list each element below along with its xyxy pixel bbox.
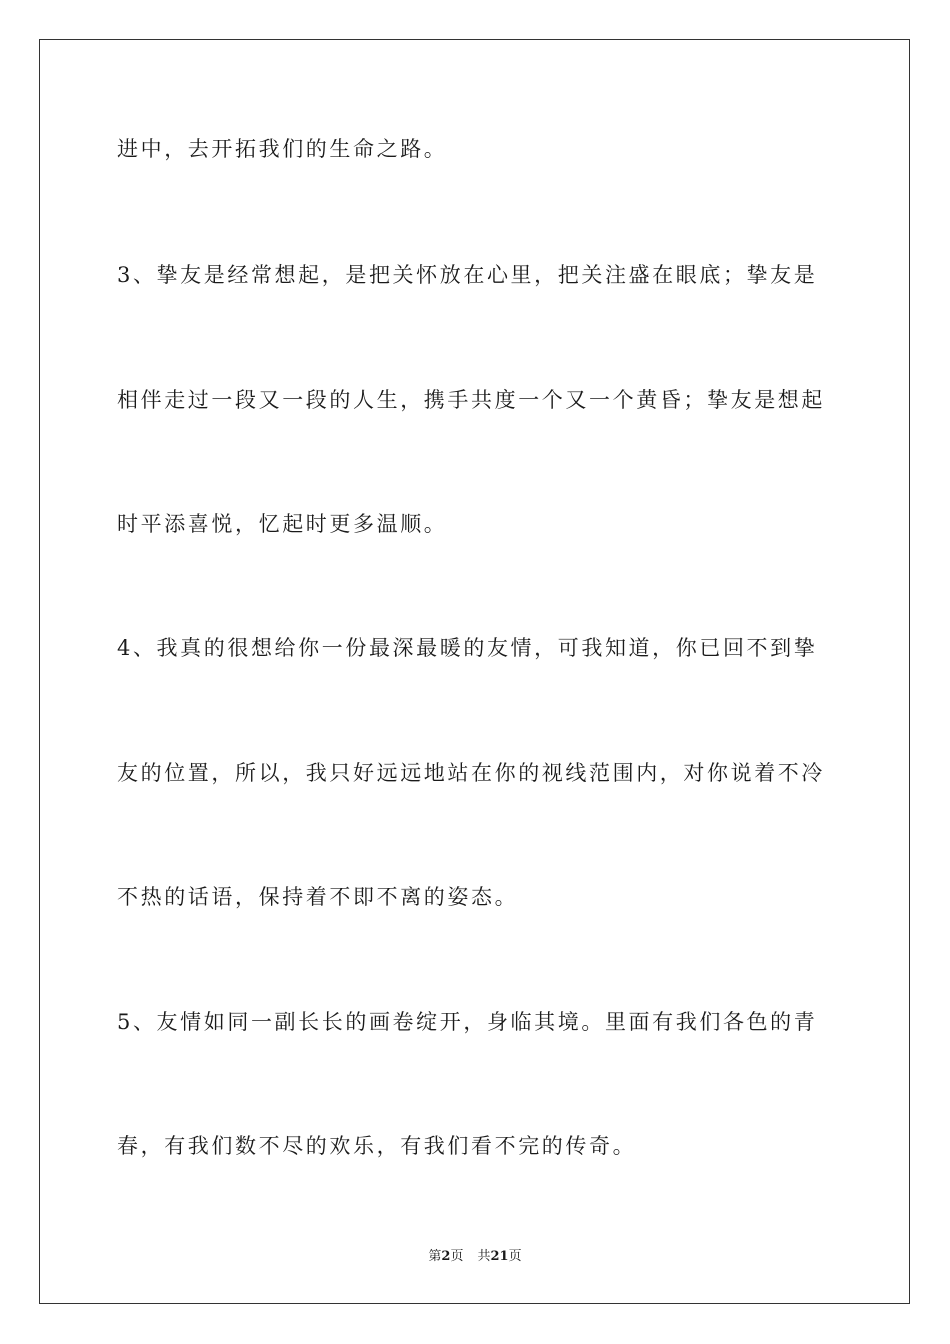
text-line-6: 友的位置，所以，我只好远远地站在你的视线范围内，对你说着不冷 <box>117 761 825 785</box>
page-suffix: 页 <box>450 1249 464 1264</box>
text-line-8: 5、友情如同一副长长的画卷绽开，身临其境。里面有我们各色的青 <box>117 1010 818 1034</box>
total-suffix: 页 <box>508 1249 522 1264</box>
page-footer <box>0 1248 950 1266</box>
text-line-7: 不热的话语，保持着不即不离的姿态。 <box>117 885 519 909</box>
text-line-5: 4、我真的很想给你一份最深最暖的友情，可我知道，你已回不到挚 <box>117 636 818 660</box>
text-line-3: 相伴走过一段又一段的人生，携手共度一个又一个黄昏；挚友是想起 <box>117 388 825 412</box>
text-line-4: 时平添喜悦，忆起时更多温顺。 <box>117 512 448 536</box>
page-border <box>39 39 910 1304</box>
text-line-1: 进中，去开拓我们的生命之路。 <box>117 137 448 161</box>
page-number: 2 <box>441 1249 451 1264</box>
text-line-2: 3、挚友是经常想起，是把关怀放在心里，把关注盛在眼底；挚友是 <box>117 263 818 287</box>
page-prefix: 第 <box>428 1249 442 1264</box>
total-prefix: 共 <box>477 1249 491 1264</box>
total-pages: 21 <box>490 1249 509 1264</box>
text-line-9: 春，有我们数不尽的欢乐，有我们看不完的传奇。 <box>117 1134 637 1158</box>
